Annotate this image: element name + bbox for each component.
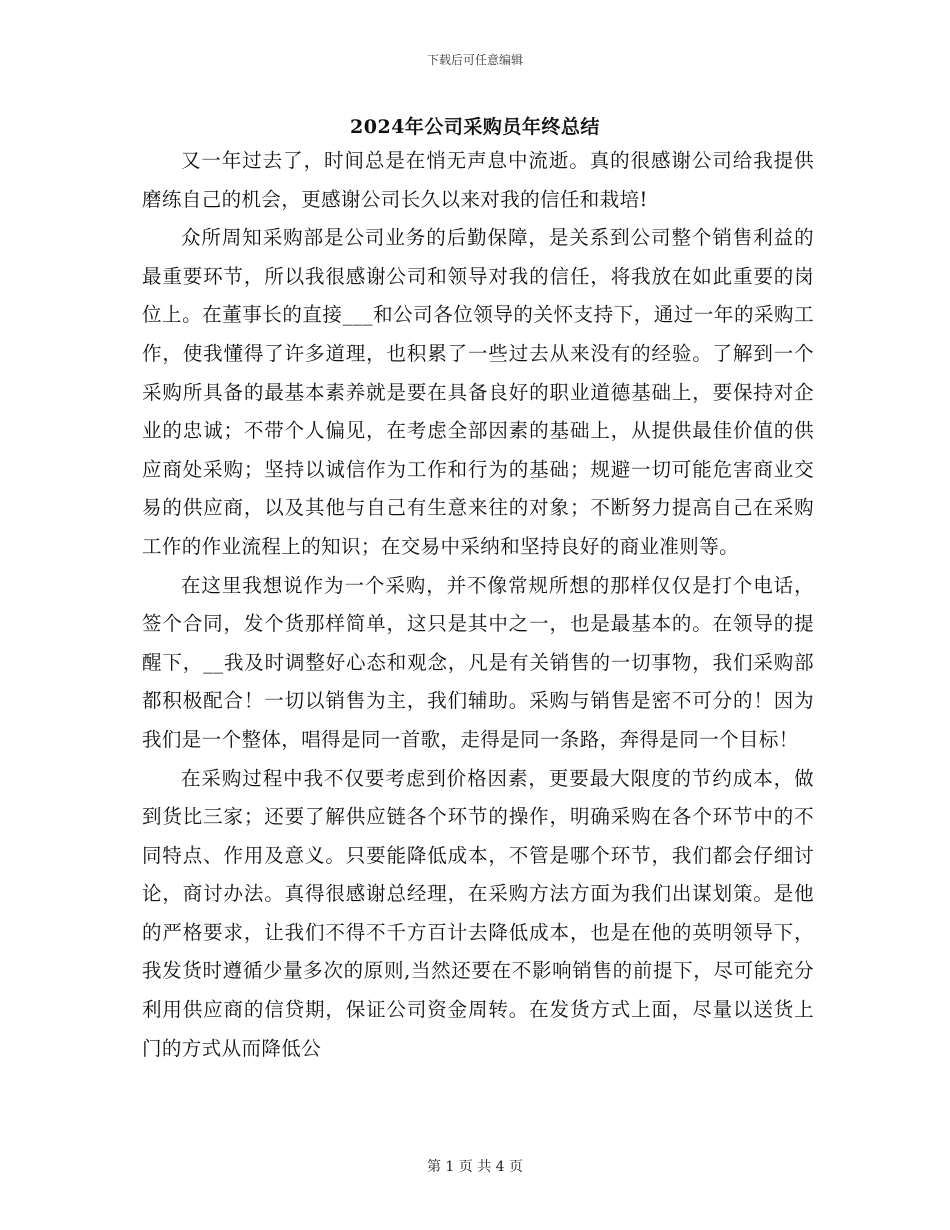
- page-number: 第 1 页 共 4 页: [426, 1159, 524, 1175]
- paragraph-3: 在这里我想说作为一个采购，并不像常规所想的那样仅仅是打个电话，签个合同，发个货那样简单，这只是其中之一，也是最基本的。在领导的提醒下，__我及时调整好心态和观念，凡是有关销售的一切事物，我们采购部都积极配合！一切以销售为主，我们辅助。采购与销售是密不可分的！因为我们是一个整体，唱得是同一首歌，走得是同一条路，奔得是同一个目标！: [142, 573, 814, 751]
- page-header-note: 下载后可任意编辑: [426, 53, 523, 67]
- paragraph-1: 又一年过去了，时间总是在悄无声息中流逝。真的很感谢公司给我提供磨练自己的机会，更感谢公司长久以来对我的信任和栽培!: [142, 149, 814, 211]
- document-title: 2024年公司采购员年终总结: [350, 116, 600, 138]
- document-body: [142, 142, 814, 1068]
- paragraph-4: 在采购过程中我不仅要考虑到价格因素，更要最大限度的节约成本，做到货比三家；还要了解供应链各个环节的操作，明确采购在各个环节中的不同特点、作用及意义。只要能降低成本，不管是哪个环节，我们都会仔细讨论，商讨办法。真得很感谢总经理，在采购方法方面为我们出谋划策。是他的严格要求，让我们不得不千方百计去降低成本，也是在他的英明领导下，我发货时遵循少量多次的原则,当然还要在不影响销售的前提下，尽可能充分利用供应商的信贷期，保证公司资金周转。在发货方式上面，尽量以送货上门的方式从而降低公: [142, 766, 814, 1060]
- paragraph-2: 众所周知采购部是公司业务的后勤保障，是关系到公司整个销售利益的最重要环节，所以我很感谢公司和领导对我的信任，将我放在如此重要的岗位上。在董事长的直接___和公司各位领导的关怀支持下，通过一年的采购工作，使我懂得了许多道理，也积累了一些过去从来没有的经验。了解到一个采购所具备的最基本素养就是要在具备良好的职业道德基础上，要保持对企业的忠诚；不带个人偏见，在考虑全部因素的基础上，从提供最佳价值的供应商处采购；坚持以诚信作为工作和行为的基础；规避一切可能危害商业交易的供应商，以及其他与自己有生意来往的对象；不断努力提高自己在采购工作的作业流程上的知识；在交易中采纳和坚持良好的商业准则等。: [142, 226, 814, 558]
